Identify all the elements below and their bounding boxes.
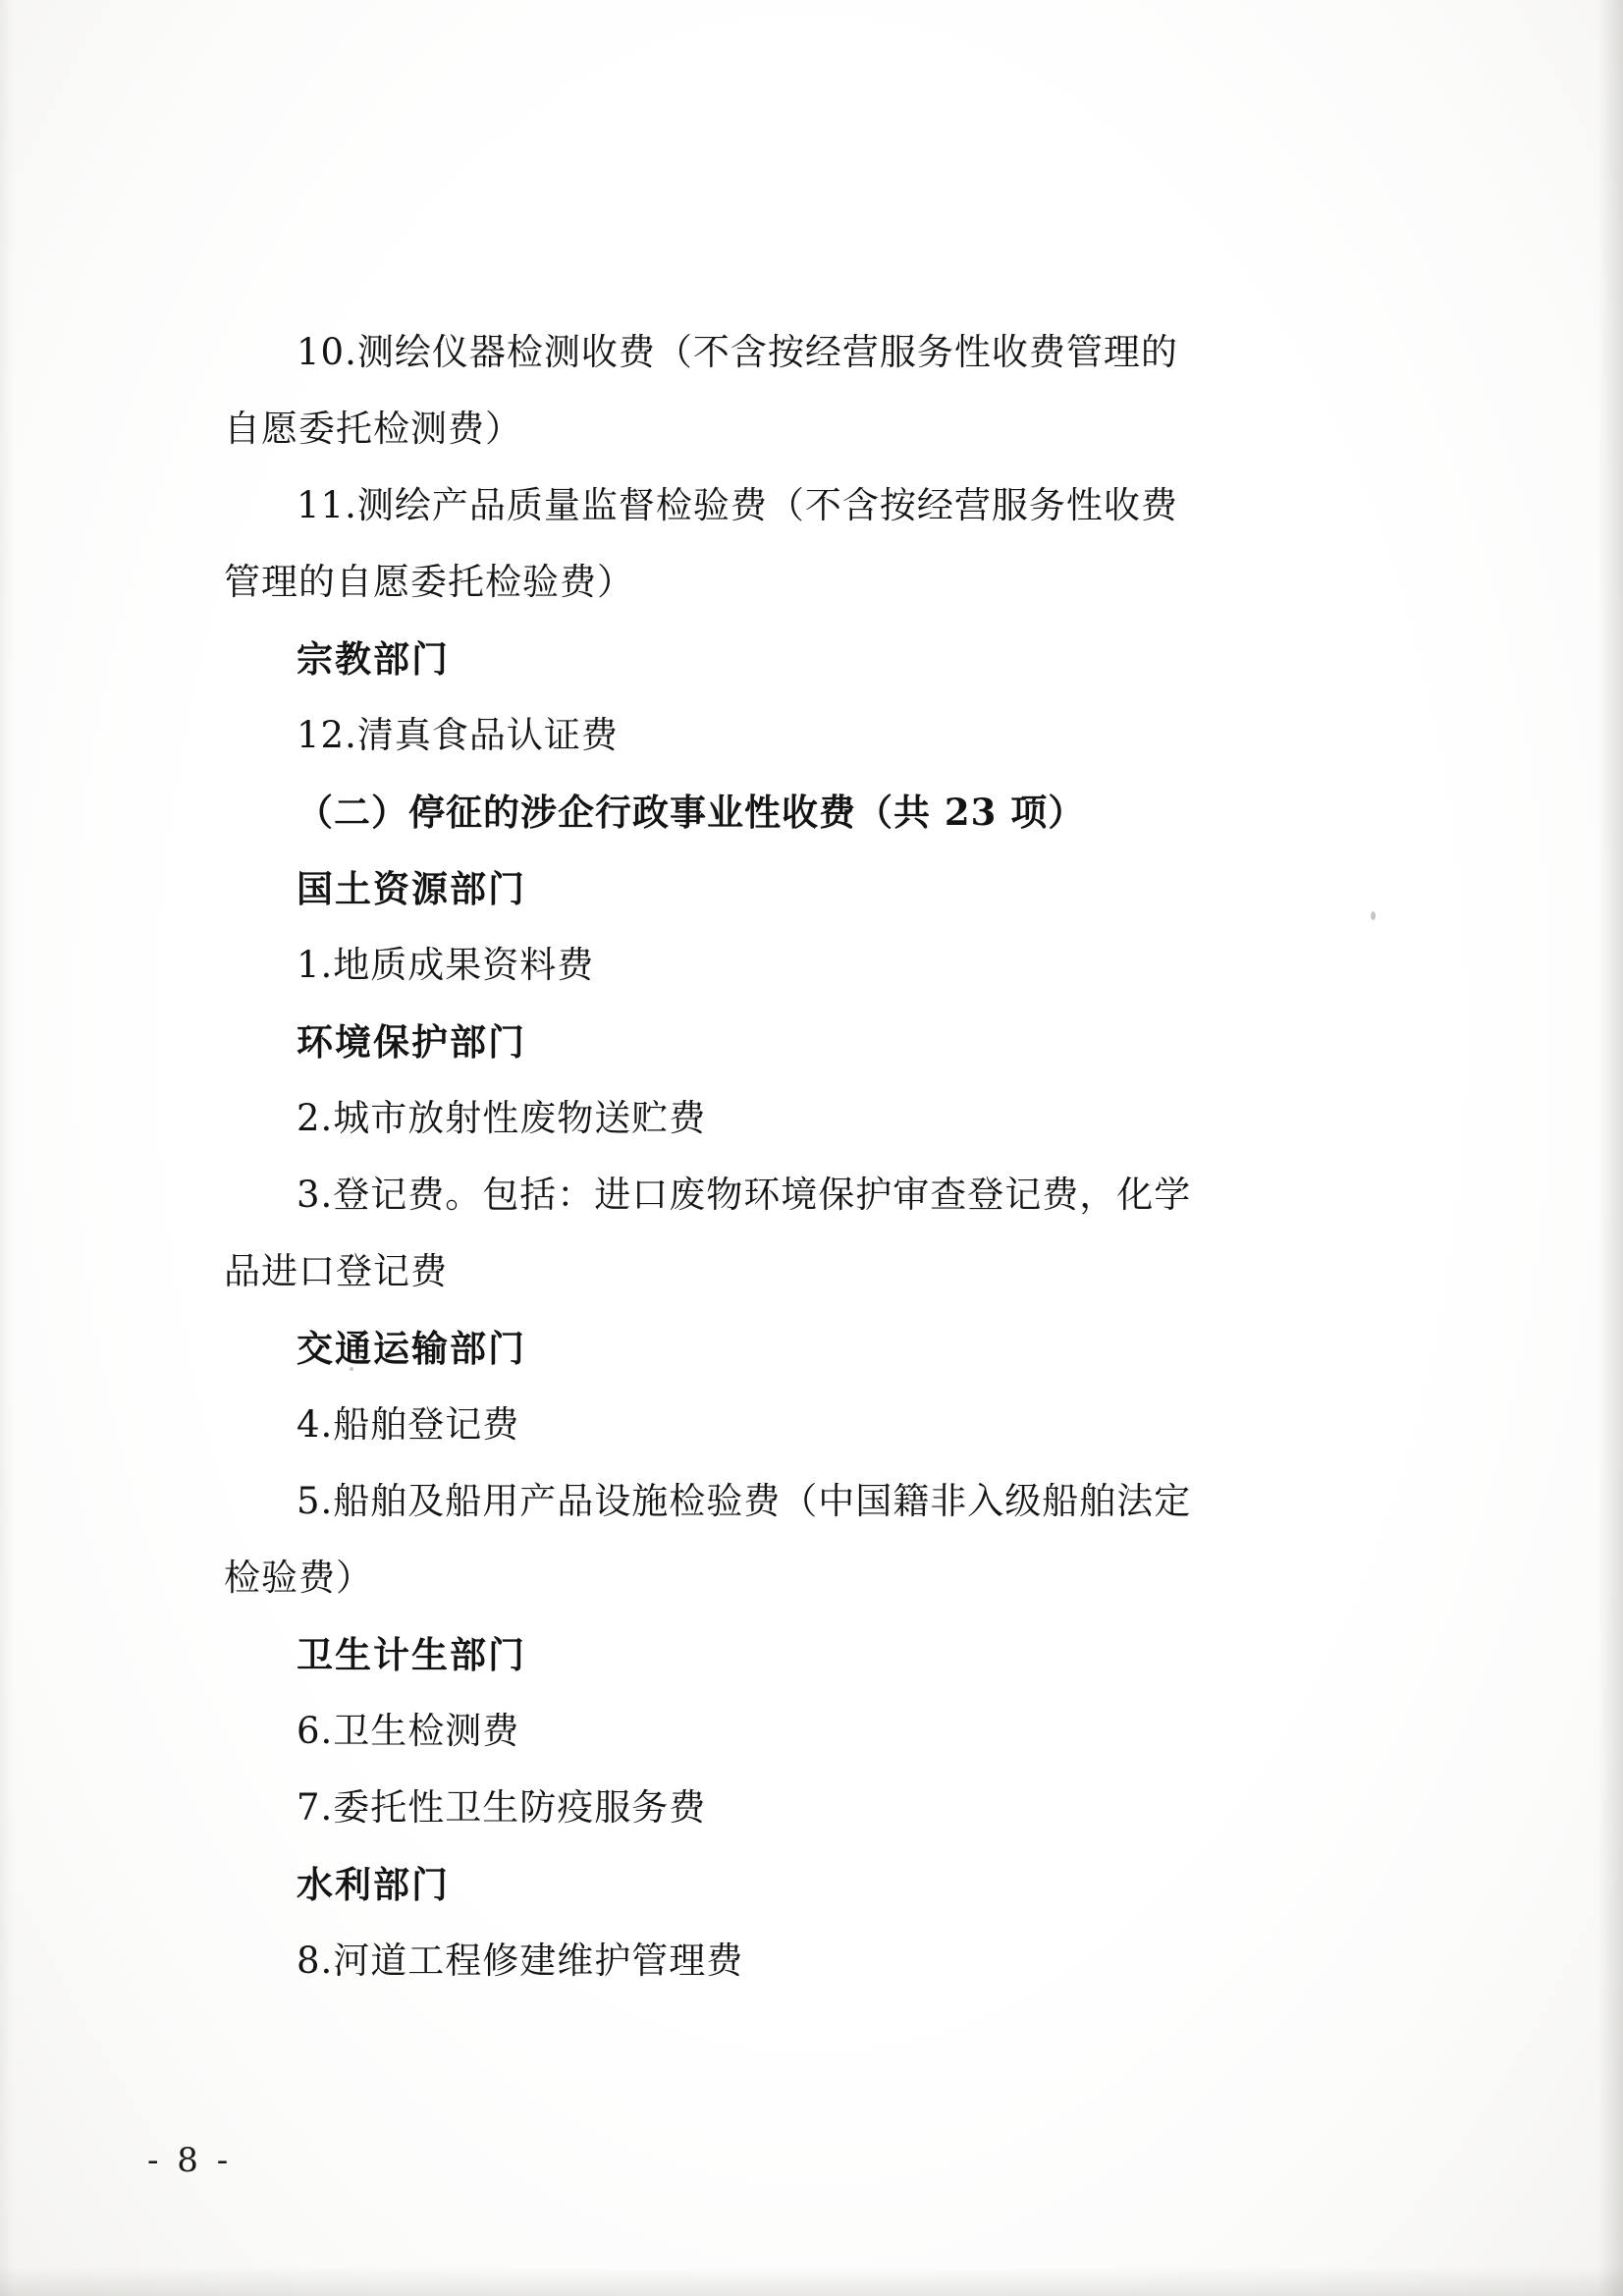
document-body [224, 314, 1373, 1999]
document-line-item-1: 1.地质成果资料费 [297, 944, 595, 986]
document-line-dept-transport: 交通运输部门 [297, 1327, 526, 1370]
document-line-dept-health: 卫生计生部门 [297, 1633, 526, 1676]
document-line-item-12: 12.清真食品认证费 [297, 714, 619, 756]
document-line-item-3: 3.登记费。包括：进口废物环境保护审查登记费，化学 [297, 1174, 1192, 1216]
scan-edge-right [1597, 0, 1623, 2296]
document-line-item-2: 2.城市放射性废物送贮费 [297, 1097, 707, 1139]
document-line-item-10-cont: 自愿委托检测费） [224, 408, 522, 450]
document-line-item-11-cont: 管理的自愿委托检验费） [224, 561, 634, 603]
document-line-item-5: 5.船舶及船用产品设施检验费（中国籍非入级船舶法定 [297, 1480, 1192, 1522]
document-line-item-8: 8.河道工程修建维护管理费 [297, 1940, 744, 1982]
document-line-item-4: 4.船舶登记费 [297, 1403, 520, 1446]
scan-edge-bottom [0, 2267, 1623, 2296]
document-line-item-10: 10.测绘仪器检测收费（不含按经营服务性收费管理的 [297, 331, 1178, 373]
page-number: - 8 - [147, 2141, 233, 2180]
scan-edge-left [0, 0, 14, 2296]
document-line-dept-land-resources: 国土资源部门 [297, 867, 526, 910]
document-line-item-5-cont: 检验费） [224, 1557, 373, 1599]
document-line-section-two: （二）停征的涉企行政事业性收费（共 23 项） [297, 791, 1086, 834]
document-line-dept-water: 水利部门 [297, 1863, 450, 1906]
document-line-dept-religion: 宗教部门 [297, 637, 450, 681]
document-line-dept-environment: 环境保护部门 [297, 1020, 526, 1064]
document-line-item-7: 7.委托性卫生防疫服务费 [297, 1786, 707, 1829]
document-line-item-11: 11.测绘产品质量监督检验费（不含按经营服务性收费 [297, 484, 1178, 526]
document-line-item-6: 6.卫生检测费 [297, 1710, 520, 1752]
document-line-item-3-cont: 品进口登记费 [224, 1250, 448, 1292]
